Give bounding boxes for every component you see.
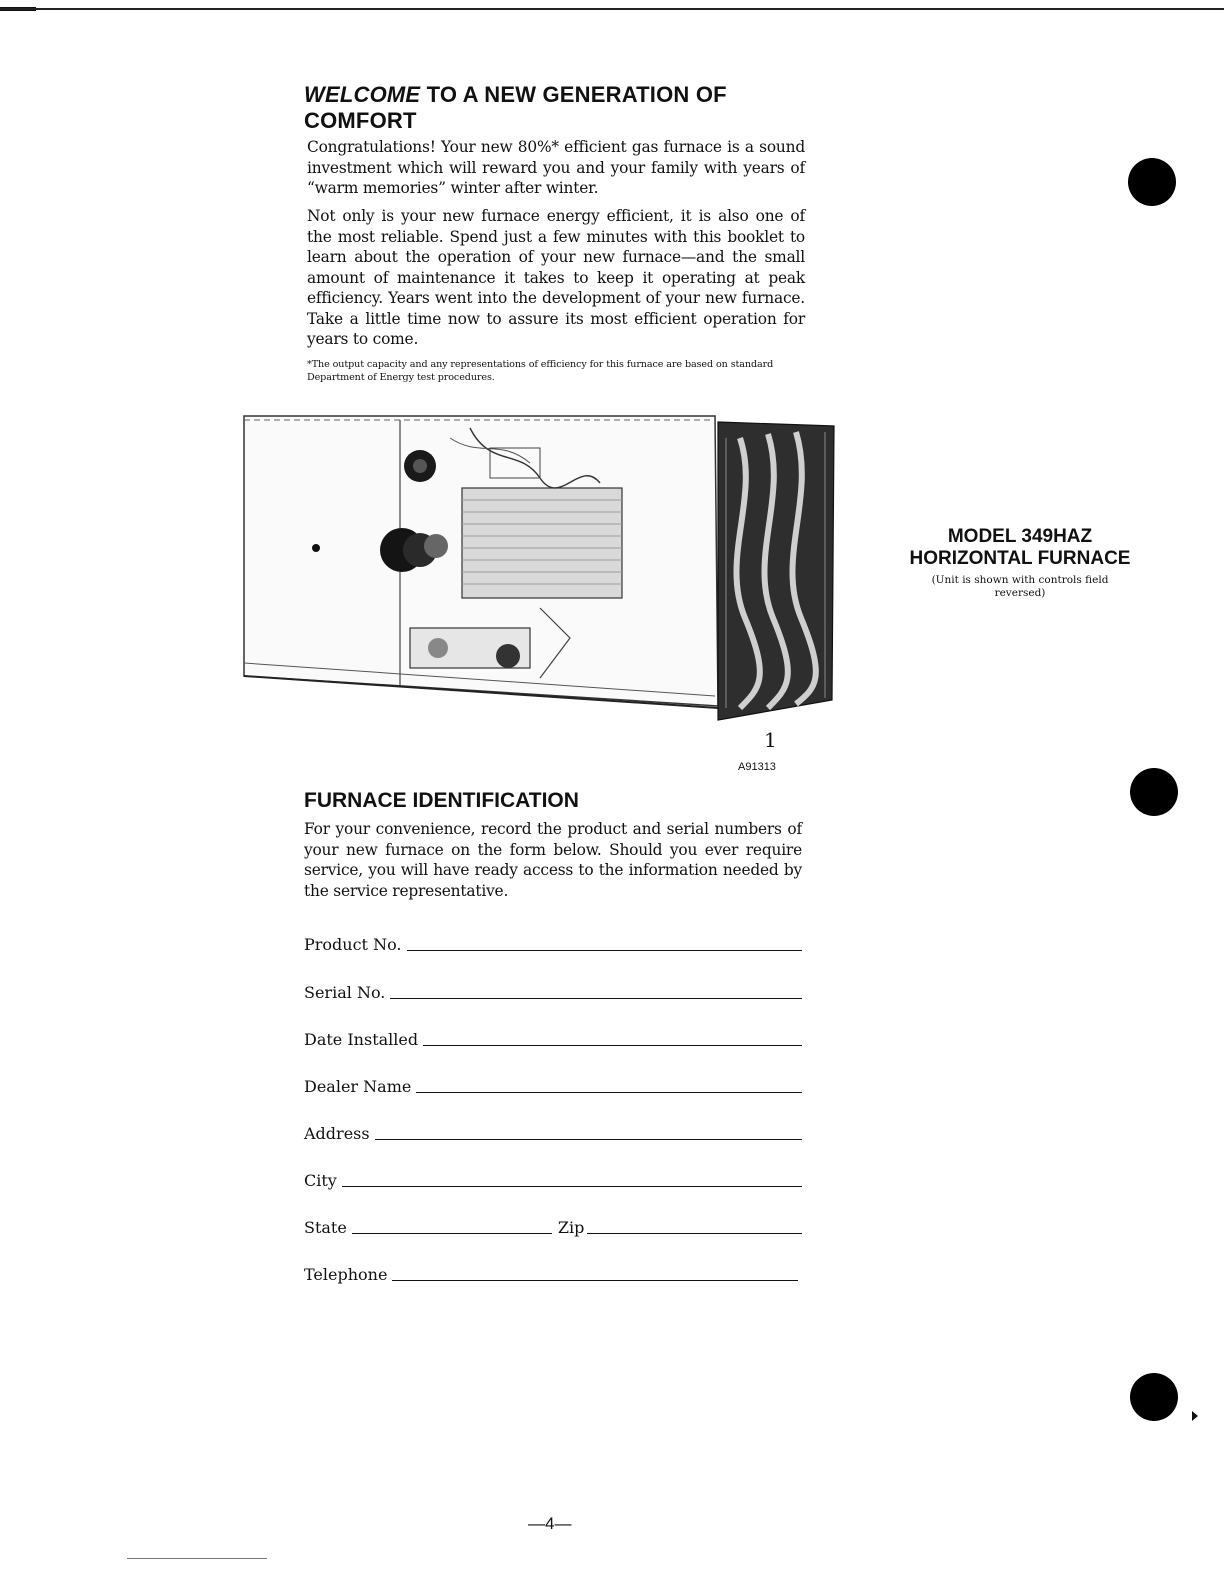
state-line[interactable] xyxy=(352,1233,552,1234)
date-installed-field[interactable] xyxy=(304,1027,802,1049)
dealer-name-field[interactable] xyxy=(304,1074,802,1096)
model-caption xyxy=(905,526,1135,600)
punch-hole-icon xyxy=(1130,768,1178,816)
zip-line[interactable] xyxy=(587,1233,802,1234)
date-installed-line[interactable] xyxy=(423,1045,802,1046)
efficiency-footnote: *The output capacity and any representations of efficiency for this furnace are based on standard Department of Energy test procedures. xyxy=(307,359,774,383)
dealer-name-label: Dealer Name xyxy=(304,1077,412,1096)
product-number-field[interactable] xyxy=(304,932,802,954)
city-field[interactable] xyxy=(304,1168,802,1190)
telephone-field[interactable] xyxy=(304,1262,798,1284)
furnace-drawing xyxy=(240,408,840,738)
telephone-line[interactable] xyxy=(392,1280,798,1281)
bottom-rule xyxy=(127,1558,267,1559)
product-number-label: Product No. xyxy=(304,935,402,954)
state-label: State xyxy=(304,1218,347,1237)
welcome-paragraph-1: Congratulations! Your new 80%* efficient gas furnace is a sound investment which will reward you and your family with years of “warm memories” winter after winter. xyxy=(307,138,805,197)
serial-number-label: Serial No. xyxy=(304,983,386,1002)
welcome-paragraph-2: Not only is your new furnace energy efficient, it is also one of the most reliable. Spend just a few minutes with this booklet to learn about the operation of your new furnace—and the small amount of maintenance it takes to keep it operating at peak efficiency. Years went into the development of your new furnace. Take a little time now to assure its most efficient operation for years to come. xyxy=(307,207,805,348)
figure-code: A91313 xyxy=(738,761,776,773)
zip-label: Zip xyxy=(557,1218,585,1237)
city-line[interactable] xyxy=(342,1186,802,1187)
city-label: City xyxy=(304,1171,337,1190)
dealer-name-line[interactable] xyxy=(416,1092,802,1093)
model-type: HORIZONTAL FURNACE xyxy=(909,548,1131,569)
identification-paragraph: For your convenience, record the product and serial numbers of your new furnace on the form below. Should you ever require service, you will have ready access to the information needed by the service representative. xyxy=(304,820,802,900)
model-number: MODEL 349HAZ xyxy=(947,526,1093,547)
top-rule xyxy=(0,8,1224,10)
telephone-label: Telephone xyxy=(304,1265,388,1284)
address-line[interactable] xyxy=(375,1139,802,1140)
state-zip-field[interactable] xyxy=(304,1215,802,1237)
address-field[interactable] xyxy=(304,1121,802,1143)
punch-hole-icon xyxy=(1130,1373,1178,1421)
figure-number: 1 xyxy=(764,728,777,752)
date-installed-label: Date Installed xyxy=(304,1030,419,1049)
page-edge-arrow-icon xyxy=(1192,1411,1198,1421)
address-label: Address xyxy=(304,1124,370,1143)
page-number: —4— xyxy=(528,1514,572,1533)
serial-number-field[interactable] xyxy=(304,980,802,1002)
identification-heading: FURNACE IDENTIFICATION xyxy=(304,789,579,812)
welcome-title xyxy=(304,82,824,134)
welcome-title-rest: TO A NEW GENERATION OF COMFORT xyxy=(304,82,727,133)
product-number-line[interactable] xyxy=(407,950,802,951)
furnace-illustration xyxy=(240,408,840,738)
serial-number-line[interactable] xyxy=(390,998,802,999)
welcome-title-italic: WELCOME xyxy=(304,82,421,107)
model-note: (Unit is shown with controls field reversed) xyxy=(931,574,1109,599)
punch-hole-icon xyxy=(1128,158,1176,206)
